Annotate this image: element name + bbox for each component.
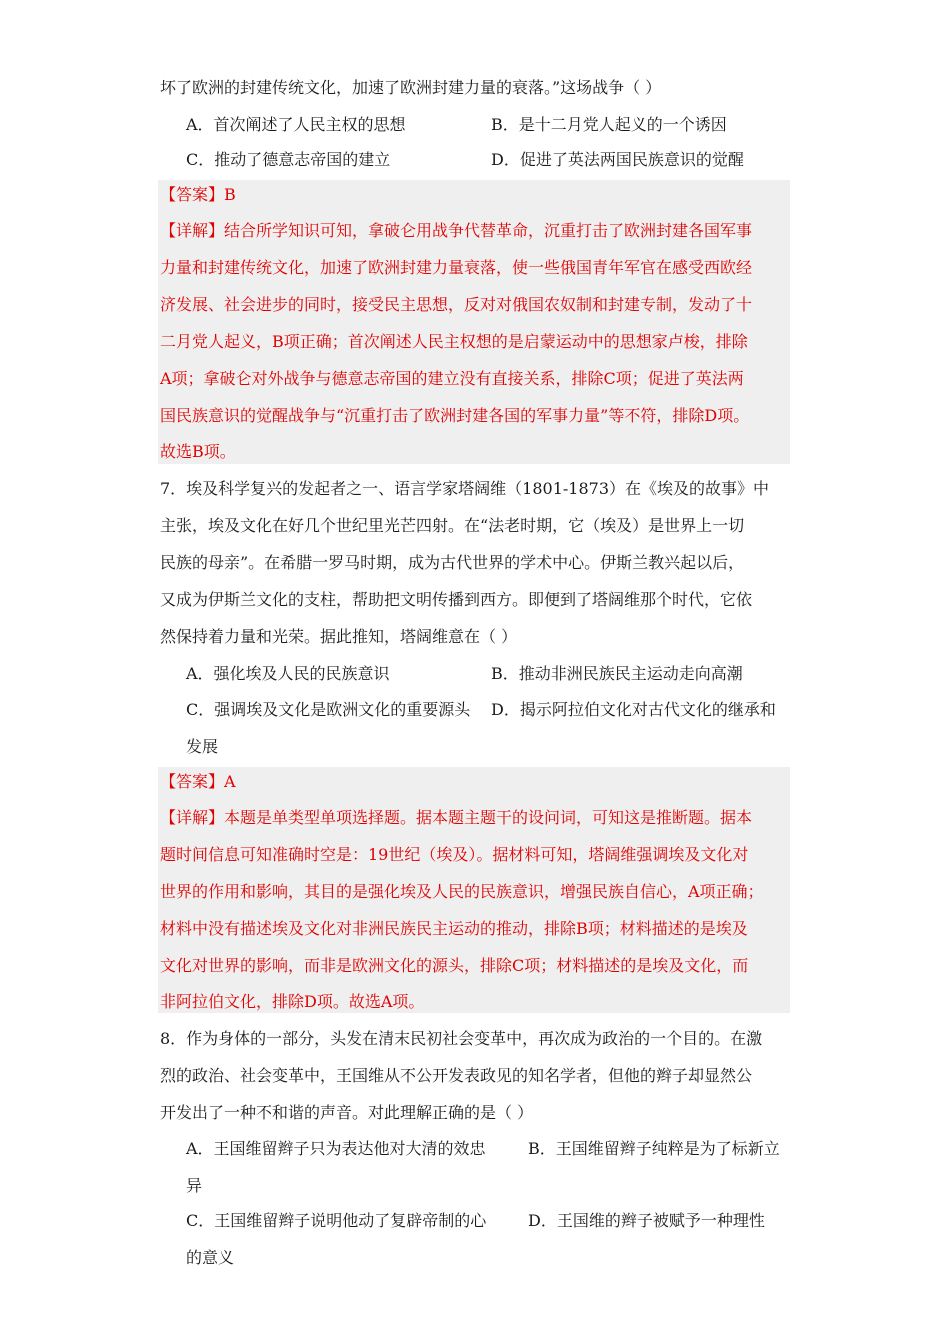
- q7-detail-line-6: 非阿拉伯文化，排除D项。故选A项。: [160, 992, 425, 1011]
- q7-detail-tag: 【详解】: [160, 808, 225, 827]
- q6-answer-tag: 【答案】: [160, 185, 225, 204]
- q8-option-a-continued: 异: [186, 1176, 203, 1195]
- q6-detail-line-7: 故选B项。: [160, 442, 236, 461]
- q7-option-d-continued: 发展: [186, 737, 219, 756]
- q6-answer-value: B: [224, 185, 236, 204]
- q7-stem-line-4: 又成为伊斯兰文化的支柱，帮助把文明传播到西方。即便到了塔阔维那个时代，它依: [160, 590, 753, 609]
- q8-option-c: C．王国维留辫子说明他动了复辟帝制的心: [186, 1211, 487, 1230]
- q8-stem-line-3: 开发出了一种不和谐的声音。对此理解正确的是（ ）: [160, 1103, 534, 1122]
- q7-detail-line-5: 文化对世界的影响，而非是欧洲文化的源头，排除C项；材料描述的是埃及文化，而: [160, 956, 749, 975]
- q7-stem-line-3: 民族的母亲”。在希腊一罗马时期，成为古代世界的学术中心。伊斯兰教兴起以后，: [160, 553, 745, 572]
- q6-detail-line-1: 【详解】结合所学知识可知，拿破仑用战争代替革命，沉重打击了欧洲封建各国军事: [160, 221, 753, 240]
- q8-option-c-continued: 的意义: [186, 1248, 235, 1267]
- q7-detail-line-2: 题时间信息可知准确时空是：19世纪（埃及）。据材料可知，塔阔维强调埃及文化对: [160, 845, 749, 864]
- q6-detail-line-6: 国民族意识的觉醒战争与“沉重打击了欧洲封建各国的军事力量”等不符，排除D项。: [160, 406, 750, 425]
- q8-stem-line-1: 8．作为身体的一部分，头发在清末民初社会变革中，再次成为政治的一个目的。在激: [160, 1029, 763, 1048]
- q6-option-d: D．促进了英法两国民族意识的觉醒: [491, 150, 744, 169]
- q6-option-a: A．首次阐述了人民主权的思想: [186, 115, 406, 134]
- q8-option-a: A．王国维留辫子只为表达他对大清的效忠: [186, 1139, 486, 1158]
- q7-answer-block: [158, 767, 790, 1013]
- q8-option-d: D．王国维的辫子被赋予一种理性: [528, 1211, 765, 1230]
- q7-option-b: B．推动非洲民族民主运动走向高潮: [491, 664, 743, 683]
- q6-detail-line-5: A项；拿破仑对外战争与德意志帝国的建立没有直接关系，排除C项；促进了英法两: [160, 369, 744, 388]
- q8-option-b: B．王国维留辫子纯粹是为了标新立: [528, 1139, 780, 1158]
- q6-stem-tail: 坏了欧洲的封建传统文化，加速了欧洲封建力量的衰落。”这场战争（ ）: [160, 78, 662, 97]
- q7-answer-tag: 【答案】: [160, 772, 225, 791]
- q8-stem-line-2: 烈的政治、社会变革中，王国维从不公开发表政见的知名学者，但他的辫子却显然公: [160, 1066, 753, 1085]
- q6-option-b: B．是十二月党人起义的一个诱因: [491, 115, 727, 134]
- q6-detail-tag: 【详解】: [160, 221, 225, 240]
- q7-option-d: D．揭示阿拉伯文化对古代文化的继承和: [491, 700, 776, 719]
- q7-answer-value: A: [224, 772, 236, 791]
- q7-option-a: A．强化埃及人民的民族意识: [186, 664, 390, 683]
- q7-stem-line-2: 主张，埃及文化在好几个世纪里光芒四射。在“法老时期，它（埃及）是世界上一切: [160, 516, 745, 535]
- q7-stem-line-1: 7．埃及科学复兴的发起者之一、语言学家塔阔维（1801-1873）在《埃及的故事》中: [160, 479, 770, 498]
- q6-detail-line-3: 济发展、社会进步的同时，接受民主思想，反对对俄国农奴制和封建专制，发动了十: [160, 295, 753, 314]
- q6-option-c: C．推动了德意志帝国的建立: [186, 150, 391, 169]
- q7-detail-line-1: 【详解】本题是单类型单项选择题。据本题主题干的设问词，可知这是推断题。据本: [160, 808, 753, 827]
- q6-detail-line-2: 力量和封建传统文化，加速了欧洲封建力量衰落，使一些俄国青年军官在感受西欧经: [160, 258, 753, 277]
- q7-answer-line: [160, 770, 236, 794]
- q6-answer-line: [160, 183, 236, 207]
- q7-stem-line-5: 然保持着力量和光荣。据此推知，塔阔维意在（ ）: [160, 627, 518, 646]
- q7-detail-line-4: 材料中没有描述埃及文化对非洲民族民主运动的推动，排除B项；材料描述的是埃及: [160, 919, 748, 938]
- q6-answer-block: [158, 180, 790, 464]
- q7-detail-line-3: 世界的作用和影响，其目的是强化埃及人民的民族意识，增强民族自信心，A项正确；: [160, 882, 764, 901]
- q6-detail-line-4: 二月党人起义，B项正确；首次阐述人民主权想的是启蒙运动中的思想家卢梭，排除: [160, 332, 748, 351]
- q7-option-c: C．强调埃及文化是欧洲文化的重要源头: [186, 700, 471, 719]
